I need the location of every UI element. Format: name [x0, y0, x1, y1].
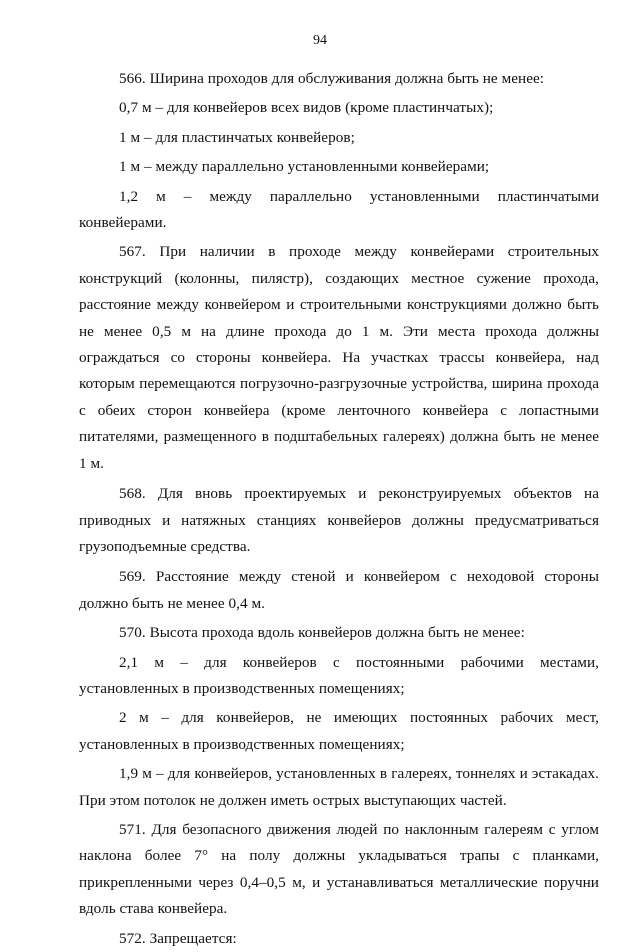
page-number: 94 — [312, 33, 328, 48]
paragraph-570: 570. Высота прохода вдоль конвейеров должна быть не менее: — [119, 624, 525, 642]
paragraph-570-item-2: 2 м – для конвейеров, не имеющих постоянных рабочих мест, установленных в производственных помещениях; — [79, 709, 599, 753]
paragraph-571: 571. Для безопасного движения людей по наклонным галереям с углом наклона более 7° на полу должны укладываться трапы с планками, прикрепленными через 0,4–0,5 м, и устанавливаться металлические поручни вдоль става конвейера. — [79, 820, 599, 918]
paragraph-566: 566. Ширина проходов для обслуживания должна быть не менее: — [119, 70, 545, 87]
paragraph-570-item-3: 1,9 м – для конвейеров, установленных в галереях, тоннелях и эстакадах. При этом потолок не должен иметь острых выступающих частей. — [79, 765, 599, 809]
paragraph-572: 572. Запрещается: — [119, 929, 237, 947]
paragraph-568: 568. Для вновь проектируемых и реконструируемых объектов на приводных и натяжных станциях конвейеров должны предусматриваться грузоподъемные средства. — [79, 485, 599, 555]
paragraph-566-item-3: 1 м – между параллельно установленными конвейерами; — [119, 158, 490, 176]
paragraph-566-item-4: 1,2 м – между параллельно установленными пластинчатыми конвейерами. — [79, 187, 599, 232]
paragraph-569: 569. Расстояние между стеной и конвейером с неходовой стороны должно быть не менее 0,4 м. — [79, 568, 599, 612]
document-body — [79, 66, 599, 952]
paragraph-570-item-1: 2,1 м – для конвейеров с постоянными рабочими местами, установленных в производственных помещениях; — [79, 653, 599, 697]
paragraph-566-item-2: 1 м – для пластинчатых конвейеров; — [119, 128, 355, 146]
paragraph-567: 567. При наличии в проходе между конвейерами строительных конструкций (колонны, пилястр), создающих местное сужение прохода, расстояние между конвейером и строительными конструкциями должно быть не менее 0,5 м на длине прохода до 1 м. Эти места прохода должны ограждаться со стороны конвейера. На участках трассы конвейера, над которым перемещаются погрузочно-разгрузочные устройства, ширина прохода с обеих сторон конвейера (кроме ленточного конвейера с лопастными питателями, размещенного в подштабельных галереях) должна быть не менее 1 м. — [79, 243, 599, 472]
paragraph-566-item-1: 0,7 м – для конвейеров всех видов (кроме пластинчатых); — [119, 99, 494, 117]
